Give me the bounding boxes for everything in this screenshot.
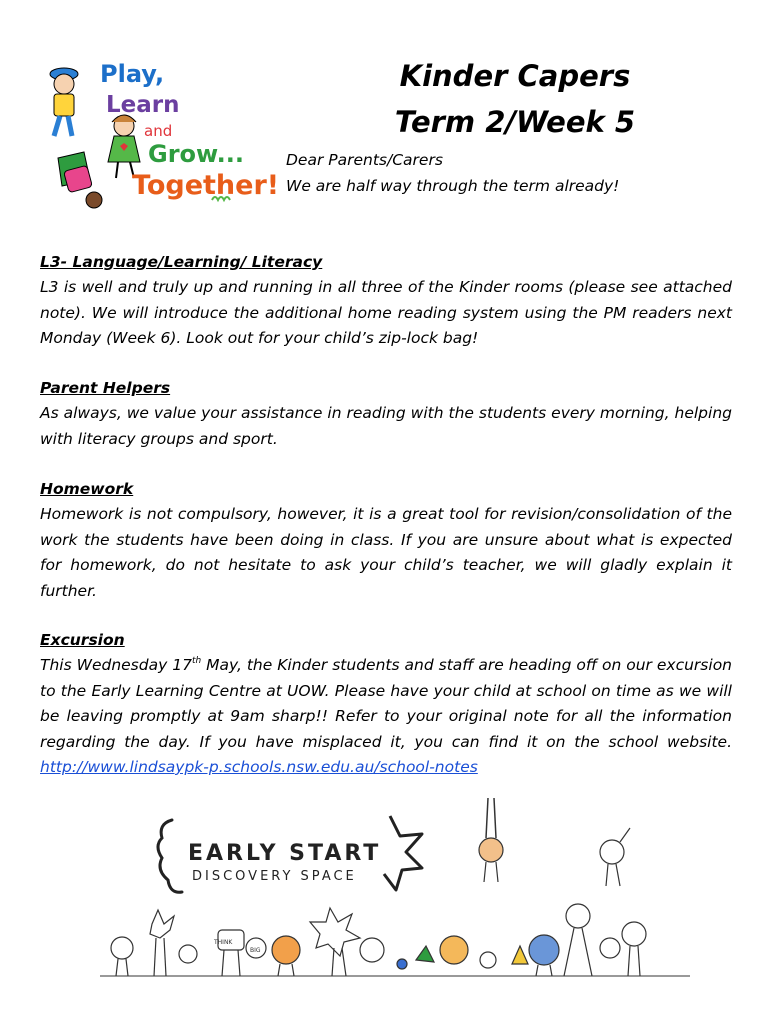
svg-text:EARLY START: EARLY START bbox=[188, 841, 382, 866]
svg-text:Learn: Learn bbox=[106, 92, 180, 118]
greeting: Dear Parents/Carers bbox=[286, 151, 443, 169]
page-title: Kinder Capers bbox=[399, 59, 631, 93]
section-heading: L3- Language/Learning/ Literacy bbox=[40, 253, 323, 271]
date-suffix: th bbox=[191, 656, 202, 666]
svg-text:Grow...: Grow... bbox=[148, 140, 245, 168]
svg-text:DISCOVERY SPACE: DISCOVERY SPACE bbox=[192, 869, 357, 884]
section-homework bbox=[40, 477, 732, 604]
svg-text:Together!: Together! bbox=[132, 170, 276, 201]
svg-text:BIG: BIG bbox=[250, 947, 261, 954]
section-heading: Parent Helpers bbox=[40, 379, 171, 397]
excursion-text-rest: May, the Kinder students and staff are heading off on our excursion to the Early Learning Centre at UOW. Please have your child at school on time as we will be leaving promptly at 9am sharp!! Refer to your original note for all the information regarding the day. If you have misplaced it, you can find it on the school website. bbox=[40, 656, 732, 751]
section-excursion bbox=[40, 628, 732, 781]
excursion-text-start: This Wednesday 17 bbox=[40, 656, 192, 674]
play-learn-grow-logo bbox=[36, 50, 276, 210]
section-parent-helpers bbox=[40, 376, 732, 452]
school-notes-link[interactable]: http://www.lindsaypk-p.schools.nsw.edu.au/school-notes bbox=[40, 758, 478, 776]
svg-text:THINK: THINK bbox=[214, 939, 233, 946]
intro-text: We are half way through the term already! bbox=[286, 177, 620, 195]
section-heading: Homework bbox=[40, 480, 134, 498]
svg-text:Play,: Play, bbox=[100, 60, 165, 88]
section-heading: Excursion bbox=[40, 631, 125, 649]
page-subtitle: Term 2/Week 5 bbox=[394, 105, 636, 139]
section-body: Homework is not compulsory, however, it is a great tool for revision/consolidation of the work the students have been doing in class. If you are unsure about what is expected for homework, do not hesitate to ask your child’s teacher, we will gladly explain it further. bbox=[40, 505, 732, 600]
section-body: L3 is well and truly up and running in all three of the Kinder rooms (please see attached note). We will introduce the additional home reading system using the PM readers next Monday (Week 6). Look out for your child’s zip-lock bag! bbox=[40, 278, 732, 347]
section-body bbox=[40, 653, 732, 781]
section-literacy bbox=[40, 250, 732, 352]
early-start-logo bbox=[100, 798, 690, 994]
kids-illustration bbox=[36, 50, 276, 210]
section-body: As always, we value your assistance in reading with the students every morning, helping with literacy groups and sport. bbox=[40, 404, 732, 448]
early-start-illustration bbox=[100, 798, 690, 994]
svg-text:and: and bbox=[144, 122, 173, 140]
